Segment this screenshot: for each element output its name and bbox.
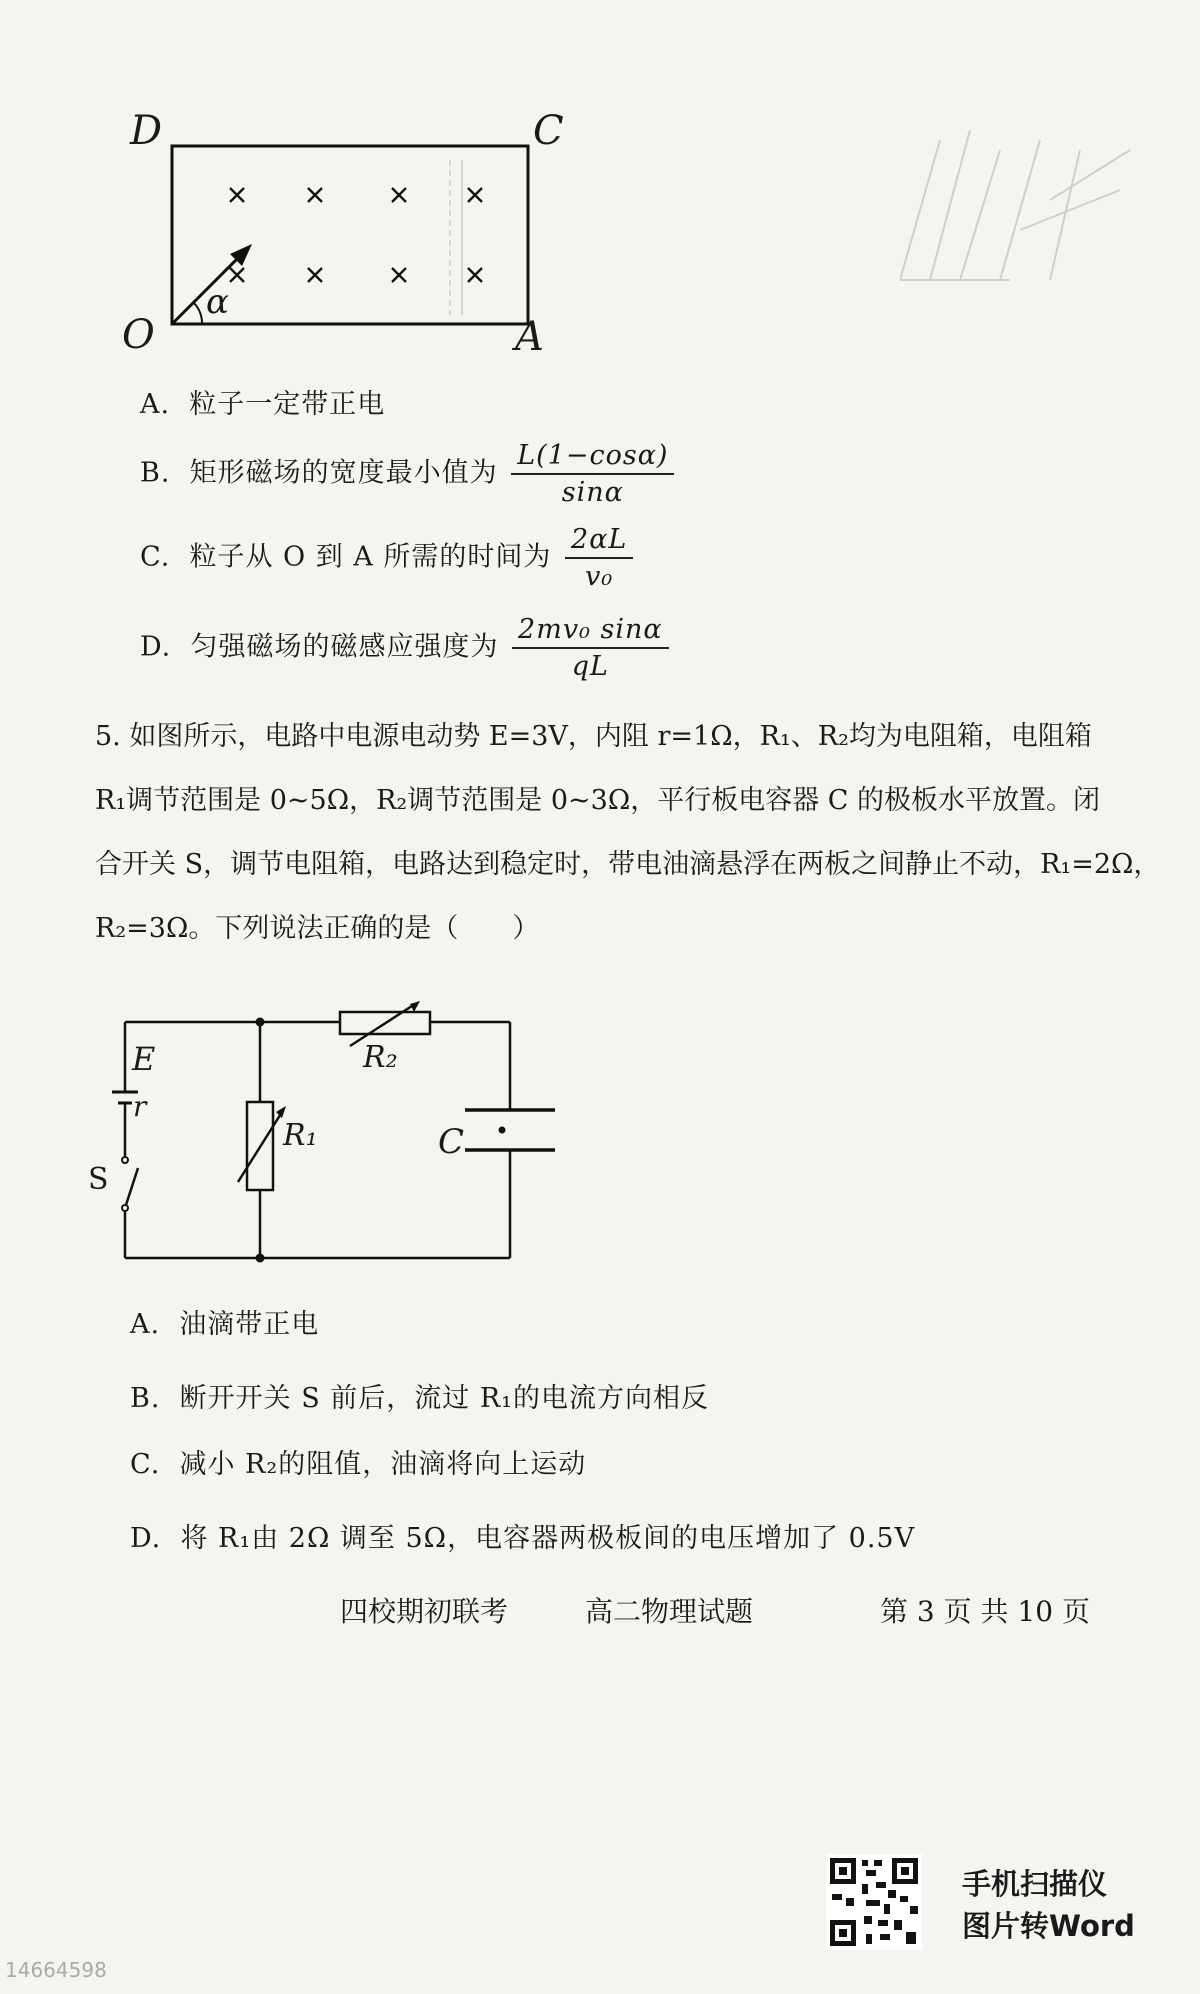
- option-text: 油滴带正电: [179, 1309, 320, 1340]
- option-text: 匀强磁场的磁感应强度为: [190, 631, 499, 663]
- fraction: [512, 614, 669, 682]
- circuit-label-E: E: [132, 1040, 156, 1078]
- option-letter: A.: [130, 1309, 161, 1340]
- option-text: 粒子从 O 到 A 所需的时间为: [189, 541, 552, 573]
- option-text: 断开开关 S 前后，流过 R₁的电流方向相反: [179, 1383, 710, 1414]
- footer-page-number: 第 3 页 共 10 页: [880, 1595, 1090, 1628]
- fraction-denominator: v₀: [585, 561, 614, 592]
- q5-stem: [95, 705, 1175, 961]
- fraction-denominator: sinα: [561, 477, 624, 508]
- fraction: [511, 440, 674, 508]
- fraction-numerator: 2mv₀ sinα: [512, 614, 669, 649]
- fraction: [565, 524, 633, 592]
- q5-option-c: [130, 1442, 586, 1481]
- option-text: 矩形磁场的宽度最小值为: [189, 457, 498, 489]
- circuit-label-r: r: [133, 1090, 147, 1123]
- magnetic-field-figure: [110, 100, 580, 360]
- circuit-label-R2: R₂: [363, 1040, 398, 1075]
- qr-code-icon: [826, 1854, 922, 1950]
- fraction-numerator: L(1−cosα): [511, 440, 674, 475]
- q5-line: R₁调节范围是 0~5Ω，R₂调节范围是 0~3Ω，平行板电容器 C 的极板水平放置。闭: [95, 785, 1101, 816]
- field-cross-marks: [230, 188, 482, 282]
- footer-exam-name: 四校期初联考: [340, 1595, 509, 1628]
- option-letter: D.: [140, 631, 172, 663]
- label-A: A: [515, 314, 544, 360]
- label-D: D: [130, 108, 163, 154]
- circuit-label-S: S: [88, 1162, 109, 1197]
- watermark-brand-line1: 手机扫描仪: [962, 1867, 1108, 1901]
- q4-option-b: [140, 440, 674, 508]
- option-letter: C.: [140, 541, 171, 573]
- scan-id: 14664598: [5, 1958, 107, 1982]
- fraction-numerator: 2αL: [565, 524, 633, 559]
- q5-line: 5. 如图所示，电路中电源电动势 E=3V，内阻 r=1Ω，R₁、R₂均为电阻箱，电阻箱: [95, 721, 1092, 752]
- watermark-brand-line2: 图片转Word: [962, 1909, 1135, 1943]
- footer-subject: 高二物理试题: [585, 1595, 754, 1628]
- circuit-diagram: [90, 1000, 570, 1290]
- option-letter: C.: [130, 1449, 161, 1480]
- q5-option-b: [130, 1376, 709, 1415]
- bleed-through-sketch: [900, 110, 1140, 350]
- q5-line: R₂=3Ω。下列说法正确的是（ ）: [95, 913, 540, 944]
- option-letter: B.: [140, 457, 171, 489]
- q4-option-a: [140, 382, 385, 421]
- label-O: O: [122, 312, 155, 358]
- option-letter: B.: [130, 1383, 161, 1414]
- q4-option-c: [140, 524, 633, 592]
- label-C: C: [533, 108, 564, 154]
- q5-option-a: [130, 1302, 319, 1341]
- option-letter: A.: [140, 389, 171, 420]
- q5-option-d: [130, 1516, 915, 1555]
- label-alpha: α: [206, 282, 229, 322]
- option-text: 粒子一定带正电: [189, 389, 386, 420]
- option-text: 减小 R₂的阻值，油滴将向上运动: [179, 1449, 587, 1480]
- option-letter: D.: [130, 1523, 162, 1554]
- circuit-label-C: C: [438, 1122, 465, 1162]
- q4-option-d: [140, 614, 669, 682]
- q5-line: 合开关 S，调节电阻箱，电路达到稳定时，带电油滴悬浮在两板之间静止不动，R₁=2Ω，: [95, 849, 1161, 880]
- circuit-label-R1: R₁: [283, 1118, 318, 1153]
- option-text: 将 R₁由 2Ω 调至 5Ω，电容器两极板间的电压增加了 0.5V: [180, 1523, 916, 1554]
- fraction-denominator: qL: [571, 651, 609, 682]
